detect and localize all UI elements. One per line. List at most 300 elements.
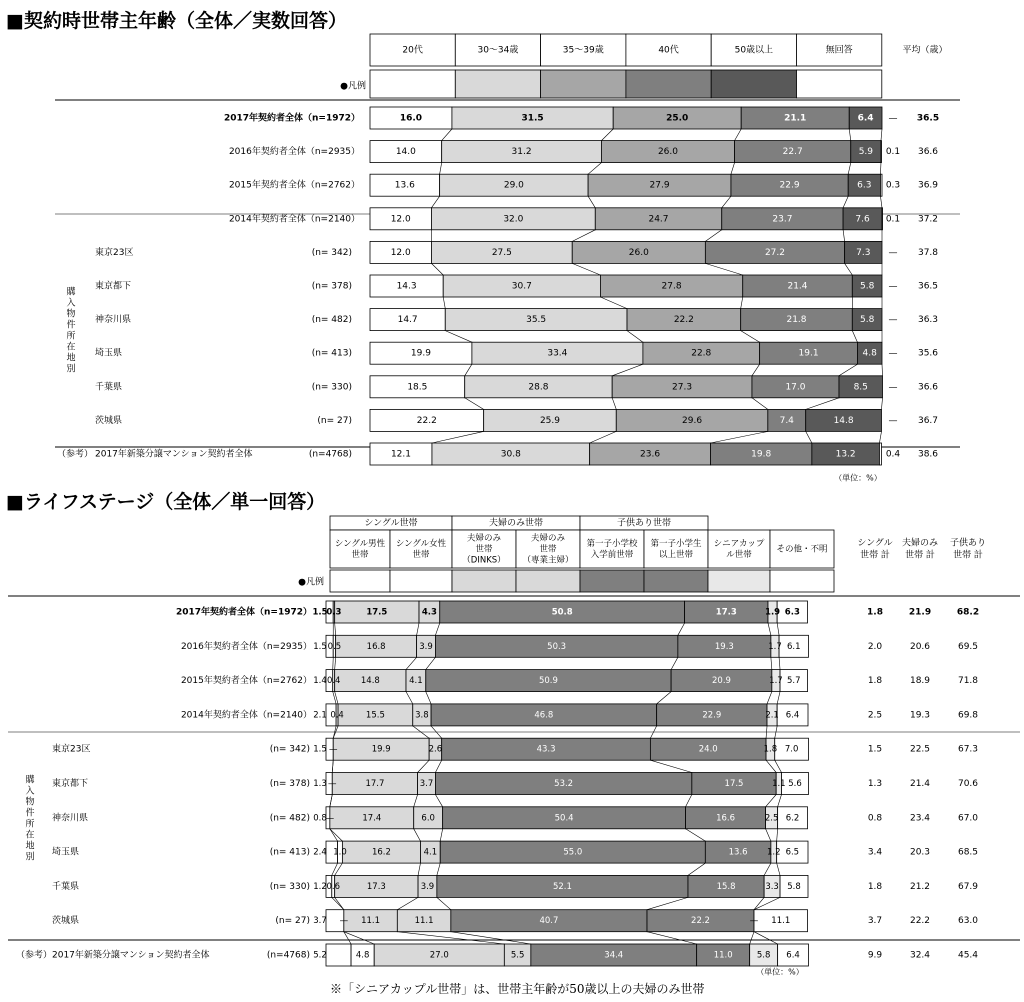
- data-label: 6.3: [784, 607, 800, 618]
- header-label: （専業主婦）: [522, 555, 574, 566]
- header-label: 世帯: [475, 544, 493, 555]
- row-avg: 35.6: [917, 348, 939, 359]
- data-label: 33.4: [547, 348, 568, 359]
- row-label: 神奈川県: [52, 813, 89, 824]
- header-label: 夫婦のみ: [466, 533, 502, 544]
- data-label: 1.7: [768, 641, 782, 652]
- header-label: （DINKS）: [462, 555, 506, 566]
- data-label: 7.3: [856, 247, 871, 258]
- data-label: 12.1: [390, 449, 411, 460]
- data-label: 7.6: [855, 214, 870, 225]
- connector-line: [754, 897, 764, 909]
- data-label: 5.9: [858, 147, 874, 158]
- row-avg: 36.6: [917, 382, 939, 393]
- row-total: 71.8: [957, 676, 979, 687]
- data-label: 15.5: [365, 710, 385, 721]
- connector-line: [705, 230, 721, 242]
- row-total: 3.4: [867, 847, 883, 858]
- row-total: 1.8: [867, 607, 883, 618]
- data-label: 1.4: [313, 676, 327, 687]
- row-label: 2017年契約者全体（n=1972）: [223, 113, 360, 124]
- total-header: 夫婦のみ: [901, 538, 939, 549]
- data-label: 0.4: [330, 710, 344, 721]
- row-total: 23.4: [909, 813, 931, 824]
- group-label-char: 別: [25, 852, 35, 863]
- data-label: 28.8: [528, 382, 549, 393]
- row-total: 1.5: [867, 744, 883, 755]
- header-label: シングル男性: [334, 539, 386, 549]
- connector-line: [779, 657, 780, 669]
- connector-line: [777, 829, 778, 841]
- data-label: 22.9: [702, 710, 722, 721]
- connector-line: [335, 623, 336, 635]
- connector-line: [777, 863, 780, 875]
- row-n: (n= 482): [311, 315, 352, 326]
- data-label: 29.6: [682, 415, 703, 426]
- data-label: 21.8: [786, 315, 807, 326]
- row-label: 神奈川県: [95, 315, 132, 326]
- connector-line: [465, 398, 484, 410]
- data-label: 5.8: [787, 881, 801, 892]
- row-tail: 0.4: [885, 449, 901, 460]
- connector-line: [752, 398, 768, 410]
- row-n: (n= 342): [311, 247, 352, 258]
- row-n: (n= 482): [269, 813, 310, 824]
- bar-segment: [882, 208, 883, 230]
- connector-line: [710, 431, 767, 443]
- data-label: 22.7: [782, 147, 803, 158]
- row-label: 2016年契約者全体（n=2935）: [180, 641, 312, 652]
- data-label: 1.8: [763, 744, 778, 755]
- data-label: 14.0: [395, 147, 416, 158]
- header-label: 世帯: [412, 550, 430, 560]
- header-label: 50歳以上: [734, 45, 774, 56]
- connector-line: [752, 364, 760, 376]
- connector-line: [777, 623, 779, 635]
- data-label: 3.9: [420, 881, 435, 892]
- data-label: 52.1: [552, 881, 572, 892]
- data-label: 8.5: [853, 382, 868, 393]
- group-label-char: 購: [66, 287, 76, 298]
- row-label: 2016年契約者全体（n=2935）: [228, 147, 360, 158]
- connector-line: [432, 431, 484, 443]
- data-label: 1.0: [333, 847, 347, 858]
- data-label: 19.1: [798, 348, 819, 359]
- connector-line: [414, 795, 418, 807]
- data-label: 4.3: [421, 607, 437, 618]
- connector-line: [768, 623, 771, 635]
- unit-label: （単位：%）: [834, 473, 882, 483]
- age-chart: [0, 30, 1024, 485]
- header-cell: [708, 530, 770, 568]
- group-label-char: 地: [66, 353, 76, 364]
- connector-line: [465, 364, 472, 376]
- row-total: 2.0: [867, 641, 883, 652]
- connector-line: [344, 932, 374, 944]
- connector-line: [731, 163, 735, 175]
- data-label: 13.6: [394, 180, 415, 191]
- row-label: 2017年新築分譲マンション契約者全体: [52, 950, 210, 961]
- connector-line: [766, 829, 771, 841]
- data-label: 21.1: [784, 113, 807, 124]
- row-n: (n= 27): [317, 415, 352, 426]
- row-avg: 37.8: [917, 247, 939, 258]
- connector-line: [426, 692, 431, 704]
- row-n: (n= 378): [269, 779, 310, 789]
- data-label: 1.3: [313, 779, 327, 789]
- data-label: 6.1: [787, 641, 801, 652]
- header-label: 夫婦のみ: [530, 533, 566, 544]
- row-n: (n= 413): [269, 847, 310, 858]
- legend-swatch: [541, 70, 626, 98]
- data-label: 6.2: [785, 813, 800, 824]
- data-label: 3.3: [765, 881, 779, 892]
- connector-line: [437, 863, 440, 875]
- data-label: 17.0: [785, 382, 806, 393]
- data-label: 5.8: [859, 315, 875, 326]
- row-total: 45.4: [957, 950, 979, 961]
- data-label: 2.1: [765, 710, 779, 721]
- header-cell: [390, 530, 452, 568]
- group-label-char: 購: [25, 775, 35, 786]
- data-label: 4.8: [355, 950, 370, 961]
- group-label-char: 物: [66, 309, 76, 320]
- data-label: 26.0: [657, 147, 679, 158]
- header-label: 無回答: [825, 45, 853, 56]
- data-label: 17.7: [365, 779, 385, 789]
- data-label: 16.2: [371, 847, 391, 858]
- data-label: 0.4: [326, 676, 341, 687]
- data-label: 4.1: [423, 847, 438, 858]
- data-label: 1.7: [769, 676, 783, 687]
- data-label: 17.5: [366, 607, 388, 618]
- connector-line: [344, 932, 351, 944]
- connector-line: [671, 657, 678, 669]
- row-avg: 36.6: [917, 147, 939, 158]
- row-total: 67.9: [957, 881, 979, 892]
- header-label: 第一子小学校: [586, 539, 638, 549]
- legend-swatch: [452, 570, 516, 592]
- data-label: 24.0: [698, 744, 718, 755]
- data-label: 22.2: [673, 315, 694, 326]
- group-label-char: 別: [66, 364, 76, 375]
- data-label: 27.0: [429, 950, 449, 961]
- connector-line: [735, 129, 742, 141]
- unit-label: （単位：%）: [756, 967, 804, 977]
- row-n: (n= 378): [311, 281, 352, 292]
- data-label: 3.7: [419, 779, 434, 789]
- data-label: 2.6: [428, 744, 443, 755]
- header-label: シニアカップ: [713, 539, 765, 549]
- connector-line: [612, 364, 643, 376]
- legend-swatch: [708, 570, 770, 592]
- data-label: 5.8: [859, 281, 875, 292]
- row-avg: 37.2: [917, 214, 939, 225]
- row-tail: 0.3: [885, 180, 901, 191]
- data-label: 30.8: [500, 449, 521, 460]
- row-label: 2017年新築分譲マンション契約者全体: [95, 449, 253, 460]
- total-header: 世帯 計: [860, 550, 890, 561]
- data-label: 0.3: [326, 607, 342, 618]
- data-label: 7.0: [784, 744, 799, 755]
- data-label: 25.0: [666, 113, 689, 124]
- legend-swatch: [330, 570, 390, 592]
- row-label: 2014年契約者全体（n=2140）: [180, 710, 312, 721]
- data-label: —: [325, 813, 335, 824]
- row-tail: —: [888, 113, 898, 124]
- header-label: 20代: [402, 45, 423, 56]
- data-label: 6.4: [786, 950, 800, 961]
- connector-line: [431, 196, 439, 208]
- data-label: 18.5: [407, 382, 428, 393]
- data-label: 24.7: [648, 214, 669, 225]
- row-total: 68.5: [957, 847, 979, 858]
- legend-swatch: [390, 570, 452, 592]
- connector-line: [435, 623, 439, 635]
- connector-line: [750, 932, 754, 944]
- connector-line: [647, 897, 688, 909]
- group-label-char: 入: [66, 298, 76, 309]
- connector-line: [880, 196, 882, 208]
- data-label: 6.3: [857, 180, 872, 191]
- data-label: 5.6: [788, 779, 802, 789]
- connector-line: [705, 263, 742, 275]
- header-label: 世帯: [539, 544, 557, 555]
- connector-line: [806, 398, 839, 410]
- connector-line: [445, 331, 472, 343]
- total-header: 世帯 計: [905, 550, 935, 561]
- connector-line: [335, 657, 336, 669]
- connector-line: [406, 657, 417, 669]
- data-label: 50.8: [551, 607, 573, 618]
- connector-line: [397, 932, 504, 944]
- row-total: 22.5: [909, 744, 931, 755]
- row-total: 1.8: [867, 676, 883, 687]
- row-tail: 0.1: [885, 147, 901, 158]
- bar-segment: [880, 174, 882, 196]
- connector-line: [335, 692, 338, 704]
- legend-swatch: [644, 570, 708, 592]
- row-total: 68.2: [956, 607, 980, 618]
- data-label: 27.3: [672, 382, 693, 393]
- connector-line: [435, 760, 441, 772]
- ref-label: （参考）: [56, 449, 94, 460]
- header-label: シングル女性: [395, 539, 447, 549]
- row-total: 22.2: [909, 916, 931, 927]
- connector-line: [843, 230, 845, 242]
- data-label: 14.8: [833, 415, 854, 426]
- legend-swatch: [797, 70, 882, 98]
- data-label: 17.5: [724, 779, 744, 789]
- connector-line: [414, 829, 421, 841]
- group-header-label: 夫婦のみ世帯: [488, 518, 544, 529]
- data-label: 22.2: [691, 916, 710, 927]
- header-label: その他・不明: [776, 544, 828, 555]
- group-label-char: 所: [25, 819, 35, 830]
- header-cell: [644, 530, 708, 568]
- data-label: 5.5: [510, 950, 525, 961]
- data-label: 4.1: [409, 676, 423, 687]
- bar-segment: [881, 141, 882, 163]
- data-label: 17.4: [362, 813, 382, 824]
- connector-line: [764, 863, 771, 875]
- data-label: 32.0: [503, 214, 524, 225]
- data-label: 6.0: [421, 813, 435, 824]
- data-label: 46.8: [534, 710, 554, 721]
- data-label: 31.5: [521, 113, 544, 124]
- bar-segment: [326, 944, 351, 966]
- data-label: 11.1: [361, 916, 381, 927]
- connector-line: [767, 692, 772, 704]
- legend-swatch: [711, 70, 796, 98]
- header-label: 40代: [658, 45, 679, 56]
- data-label: 22.2: [416, 415, 437, 426]
- total-header: 子供あり: [949, 538, 987, 549]
- connector-line: [612, 398, 616, 410]
- data-label: 6.4: [857, 113, 874, 124]
- connector-line: [806, 431, 812, 443]
- group-label-char: 在: [25, 830, 35, 841]
- row-label: 2017年契約者全体（n=1972）: [175, 607, 312, 618]
- row-n: (n=4768): [266, 950, 310, 961]
- connector-line: [330, 795, 332, 807]
- data-label: 1.1: [772, 779, 786, 789]
- data-label: 17.3: [366, 881, 386, 892]
- avg-header: 平均（歳）: [902, 45, 948, 56]
- data-label: 15.8: [716, 881, 736, 892]
- row-label: 2015年契約者全体（n=2762）: [180, 676, 312, 687]
- row-total: 9.9: [867, 950, 883, 961]
- data-label: 0.5: [327, 641, 342, 652]
- data-label: 11.0: [713, 950, 733, 961]
- data-label: 22.9: [779, 180, 800, 191]
- row-label: 2015年契約者全体（n=2762）: [228, 180, 360, 191]
- data-label: 0.6: [326, 881, 340, 892]
- data-label: 16.8: [366, 641, 386, 652]
- connector-line: [754, 897, 780, 909]
- data-label: 27.2: [764, 247, 786, 258]
- data-label: 16.0: [399, 113, 423, 124]
- connector-line: [647, 932, 697, 944]
- connector-line: [777, 692, 780, 704]
- connector-line: [332, 897, 344, 909]
- row-total: 21.9: [908, 607, 932, 618]
- connector-line: [397, 897, 418, 909]
- data-label: 50.9: [538, 676, 558, 687]
- data-label: 19.3: [714, 641, 734, 652]
- row-label: 茨城県: [52, 916, 80, 927]
- data-label: 50.4: [554, 813, 574, 824]
- row-total: 20.6: [909, 641, 931, 652]
- group-label-char: 件: [25, 808, 35, 819]
- connector-line: [588, 196, 595, 208]
- data-label: 19.8: [751, 449, 772, 460]
- connector-line: [650, 760, 691, 772]
- connector-line: [849, 129, 851, 141]
- data-label: 13.6: [728, 847, 748, 858]
- row-tail: —: [888, 247, 898, 258]
- row-label: 2014年契約者全体（n=2140）: [228, 214, 360, 225]
- data-label: 2.4: [313, 847, 327, 858]
- row-n: (n= 330): [269, 881, 310, 892]
- connector-line: [572, 230, 595, 242]
- legend-swatch: [455, 70, 540, 98]
- row-n: (n=4768): [308, 449, 352, 460]
- row-label: 東京都下: [95, 281, 132, 292]
- row-total: 2.5: [867, 710, 883, 721]
- row-total: 32.4: [909, 950, 931, 961]
- row-tail: —: [888, 382, 898, 393]
- legend-swatch: [516, 570, 580, 592]
- group-label-char: 件: [66, 320, 76, 331]
- connector-line: [442, 129, 452, 141]
- legend-swatch: [580, 570, 644, 592]
- row-total: 1.3: [867, 779, 883, 789]
- data-label: —: [749, 916, 759, 927]
- connector-line: [881, 129, 882, 141]
- row-total: 67.3: [957, 744, 979, 755]
- connector-line: [843, 196, 848, 208]
- row-total: 20.3: [909, 847, 931, 858]
- data-label: 14.8: [360, 676, 380, 687]
- connector-line: [771, 657, 772, 669]
- row-label: 東京都下: [52, 779, 89, 789]
- row-n: (n= 27): [275, 916, 310, 927]
- row-avg: 36.9: [917, 180, 939, 191]
- data-label: 29.0: [503, 180, 524, 191]
- row-n: (n= 342): [269, 744, 310, 755]
- row-avg: 36.5: [916, 113, 940, 124]
- connector-line: [880, 163, 881, 175]
- data-label: 25.9: [539, 415, 560, 426]
- connector-line: [335, 897, 344, 909]
- data-label: 5.2: [313, 950, 327, 961]
- header-label: 入学前世帯: [590, 550, 634, 560]
- connector-line: [678, 623, 685, 635]
- data-label: 13.2: [835, 449, 856, 460]
- row-n: (n= 330): [311, 382, 352, 393]
- data-label: 53.2: [554, 779, 574, 789]
- row-avg: 36.7: [917, 415, 939, 426]
- connector-line: [601, 129, 613, 141]
- data-label: 3.8: [415, 710, 429, 721]
- row-total: 18.9: [909, 676, 931, 687]
- row-tail: —: [888, 348, 898, 359]
- connector-line: [741, 297, 743, 309]
- data-label: 1.5: [313, 744, 327, 755]
- row-avg: 38.6: [917, 449, 939, 460]
- data-label: 31.2: [511, 147, 532, 158]
- connector-line: [879, 431, 881, 443]
- group-label-char: 地: [25, 841, 35, 852]
- header-label: 30～34歳: [477, 45, 519, 56]
- data-label: 55.0: [563, 847, 583, 858]
- connector-line: [332, 760, 333, 772]
- row-total: 21.4: [909, 779, 931, 789]
- connector-line: [437, 897, 451, 909]
- data-label: 1.2: [767, 847, 781, 858]
- connector-line: [627, 331, 643, 343]
- data-label: 30.7: [511, 281, 532, 292]
- data-label: 6.5: [785, 847, 800, 858]
- data-label: 20.9: [712, 676, 731, 687]
- data-label: 17.3: [715, 607, 737, 618]
- data-label: 2.5: [764, 813, 779, 824]
- data-label: 12.0: [390, 214, 411, 225]
- data-label: 23.7: [772, 214, 793, 225]
- data-label: 27.5: [491, 247, 512, 258]
- row-n: (n= 413): [311, 348, 352, 359]
